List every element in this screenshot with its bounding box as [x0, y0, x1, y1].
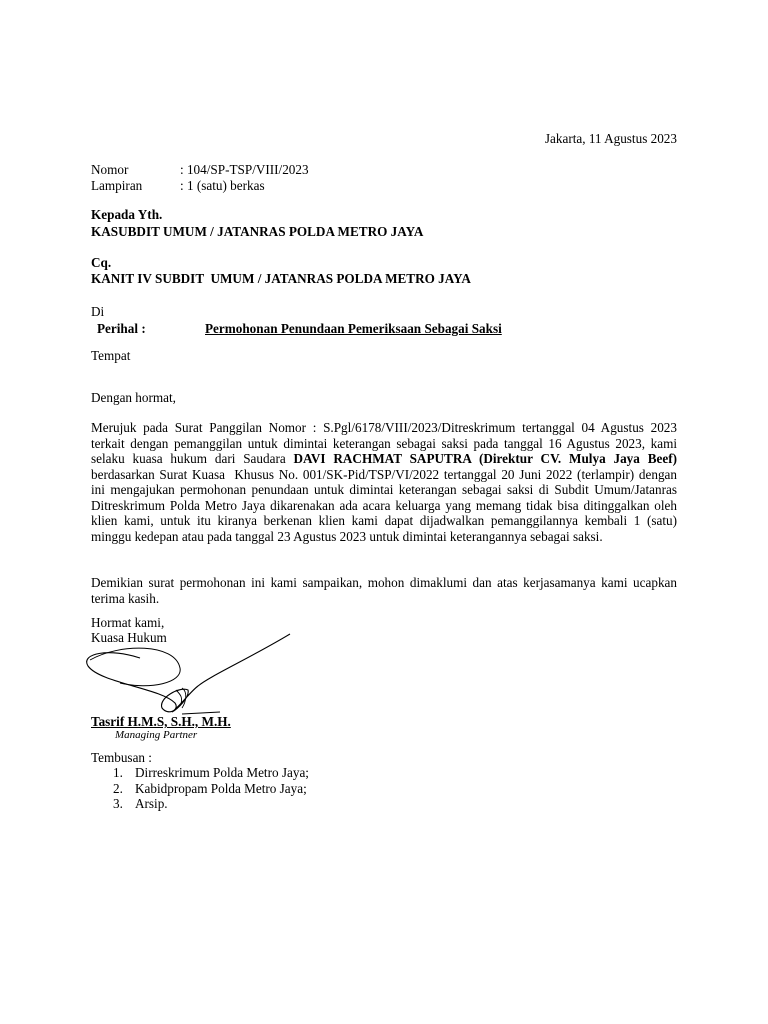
body-paragraph-2: Demikian surat permohonan ini kami sampaikan, mohon dimaklumi dan atas kerjasamanya kami ucapkan terima kasih.	[91, 575, 677, 606]
letter-date: Jakarta, 11 Agustus 2023	[544, 131, 677, 146]
closing-hormat: Hormat kami,	[91, 615, 165, 630]
recipient-tempat: Tempat	[91, 348, 131, 363]
nomor-label: Nomor	[91, 162, 129, 177]
nomor-value: : 104/SP-TSP/VIII/2023	[180, 162, 309, 177]
lampiran-label: Lampiran	[91, 178, 143, 193]
salutation: Dengan hormat,	[91, 390, 176, 405]
recipient-cq: Cq.	[91, 255, 112, 270]
client-name: DAVI RACHMAT SAPUTRA (Direktur CV. Mulya Jaya Beef)	[293, 451, 677, 466]
list-item: 1. Dirreskrimum Polda Metro Jaya;	[113, 765, 309, 780]
lampiran-value: : 1 (satu) berkas	[180, 178, 265, 193]
list-item: 2. Kabidpropam Polda Metro Jaya;	[113, 780, 307, 796]
signatory-name: Tasrif H.M.S, S.H., M.H.	[91, 714, 231, 729]
perihal-label: Perihal :	[97, 321, 146, 336]
recipient-kepada: Kepada Yth.	[91, 207, 163, 222]
tembusan-label: Tembusan :	[91, 750, 152, 765]
tembusan-list	[91, 765, 309, 812]
recipient-di: Di	[91, 304, 105, 319]
handwritten-signature	[80, 628, 300, 718]
closing-kuasa: Kuasa Hukum	[91, 630, 167, 645]
list-item: 3. Arsip.	[113, 796, 168, 811]
recipient-line1: KASUBDIT UMUM / JATANRAS POLDA METRO JAYA	[91, 224, 424, 239]
signatory-title: Managing Partner	[115, 729, 198, 741]
body-paragraph-1-a: Merujuk pada Surat Panggilan Nomor : S.Pgl/6178/VIII/2023/Ditreskrimum tertanggal 04 Agustus 2023 terkait dengan pemanggilan untuk dimintai keterangan sebagai saksi pada tanggal 16 Agustus 2023, kami selaku kuasa hukum dari Saudara	[91, 420, 681, 466]
body-paragraph-1	[91, 420, 681, 544]
recipient-line2: KANIT IV SUBDIT UMUM / JATANRAS POLDA METRO JAYA	[91, 271, 471, 286]
perihal-value: Permohonan Penundaan Pemeriksaan Sebagai Saksi	[205, 321, 502, 336]
body-paragraph-1-b: berdasarkan Surat Kuasa Khusus No. 001/SK-Pid/TSP/VI/2022 tertanggal 20 Juni 2022 (terlampir) dengan ini mengajukan permohonan penundaan untuk dimintai keterangan sebagai saksi di Subdit Umum/Jatanras Ditreskrimum Polda Metro Jaya dikarenakan ada acara keluarga yang memang tidak bisa ditinggalkan oleh klien kami, untuk itu kiranya berkenan klien kami dapat dijadwalkan pemanggilannya kembali 1 (satu) minggu kedepan atau pada tanggal 23 Agustus 2023 untuk dimintai keterangannya sebagai saksi.	[91, 451, 681, 544]
